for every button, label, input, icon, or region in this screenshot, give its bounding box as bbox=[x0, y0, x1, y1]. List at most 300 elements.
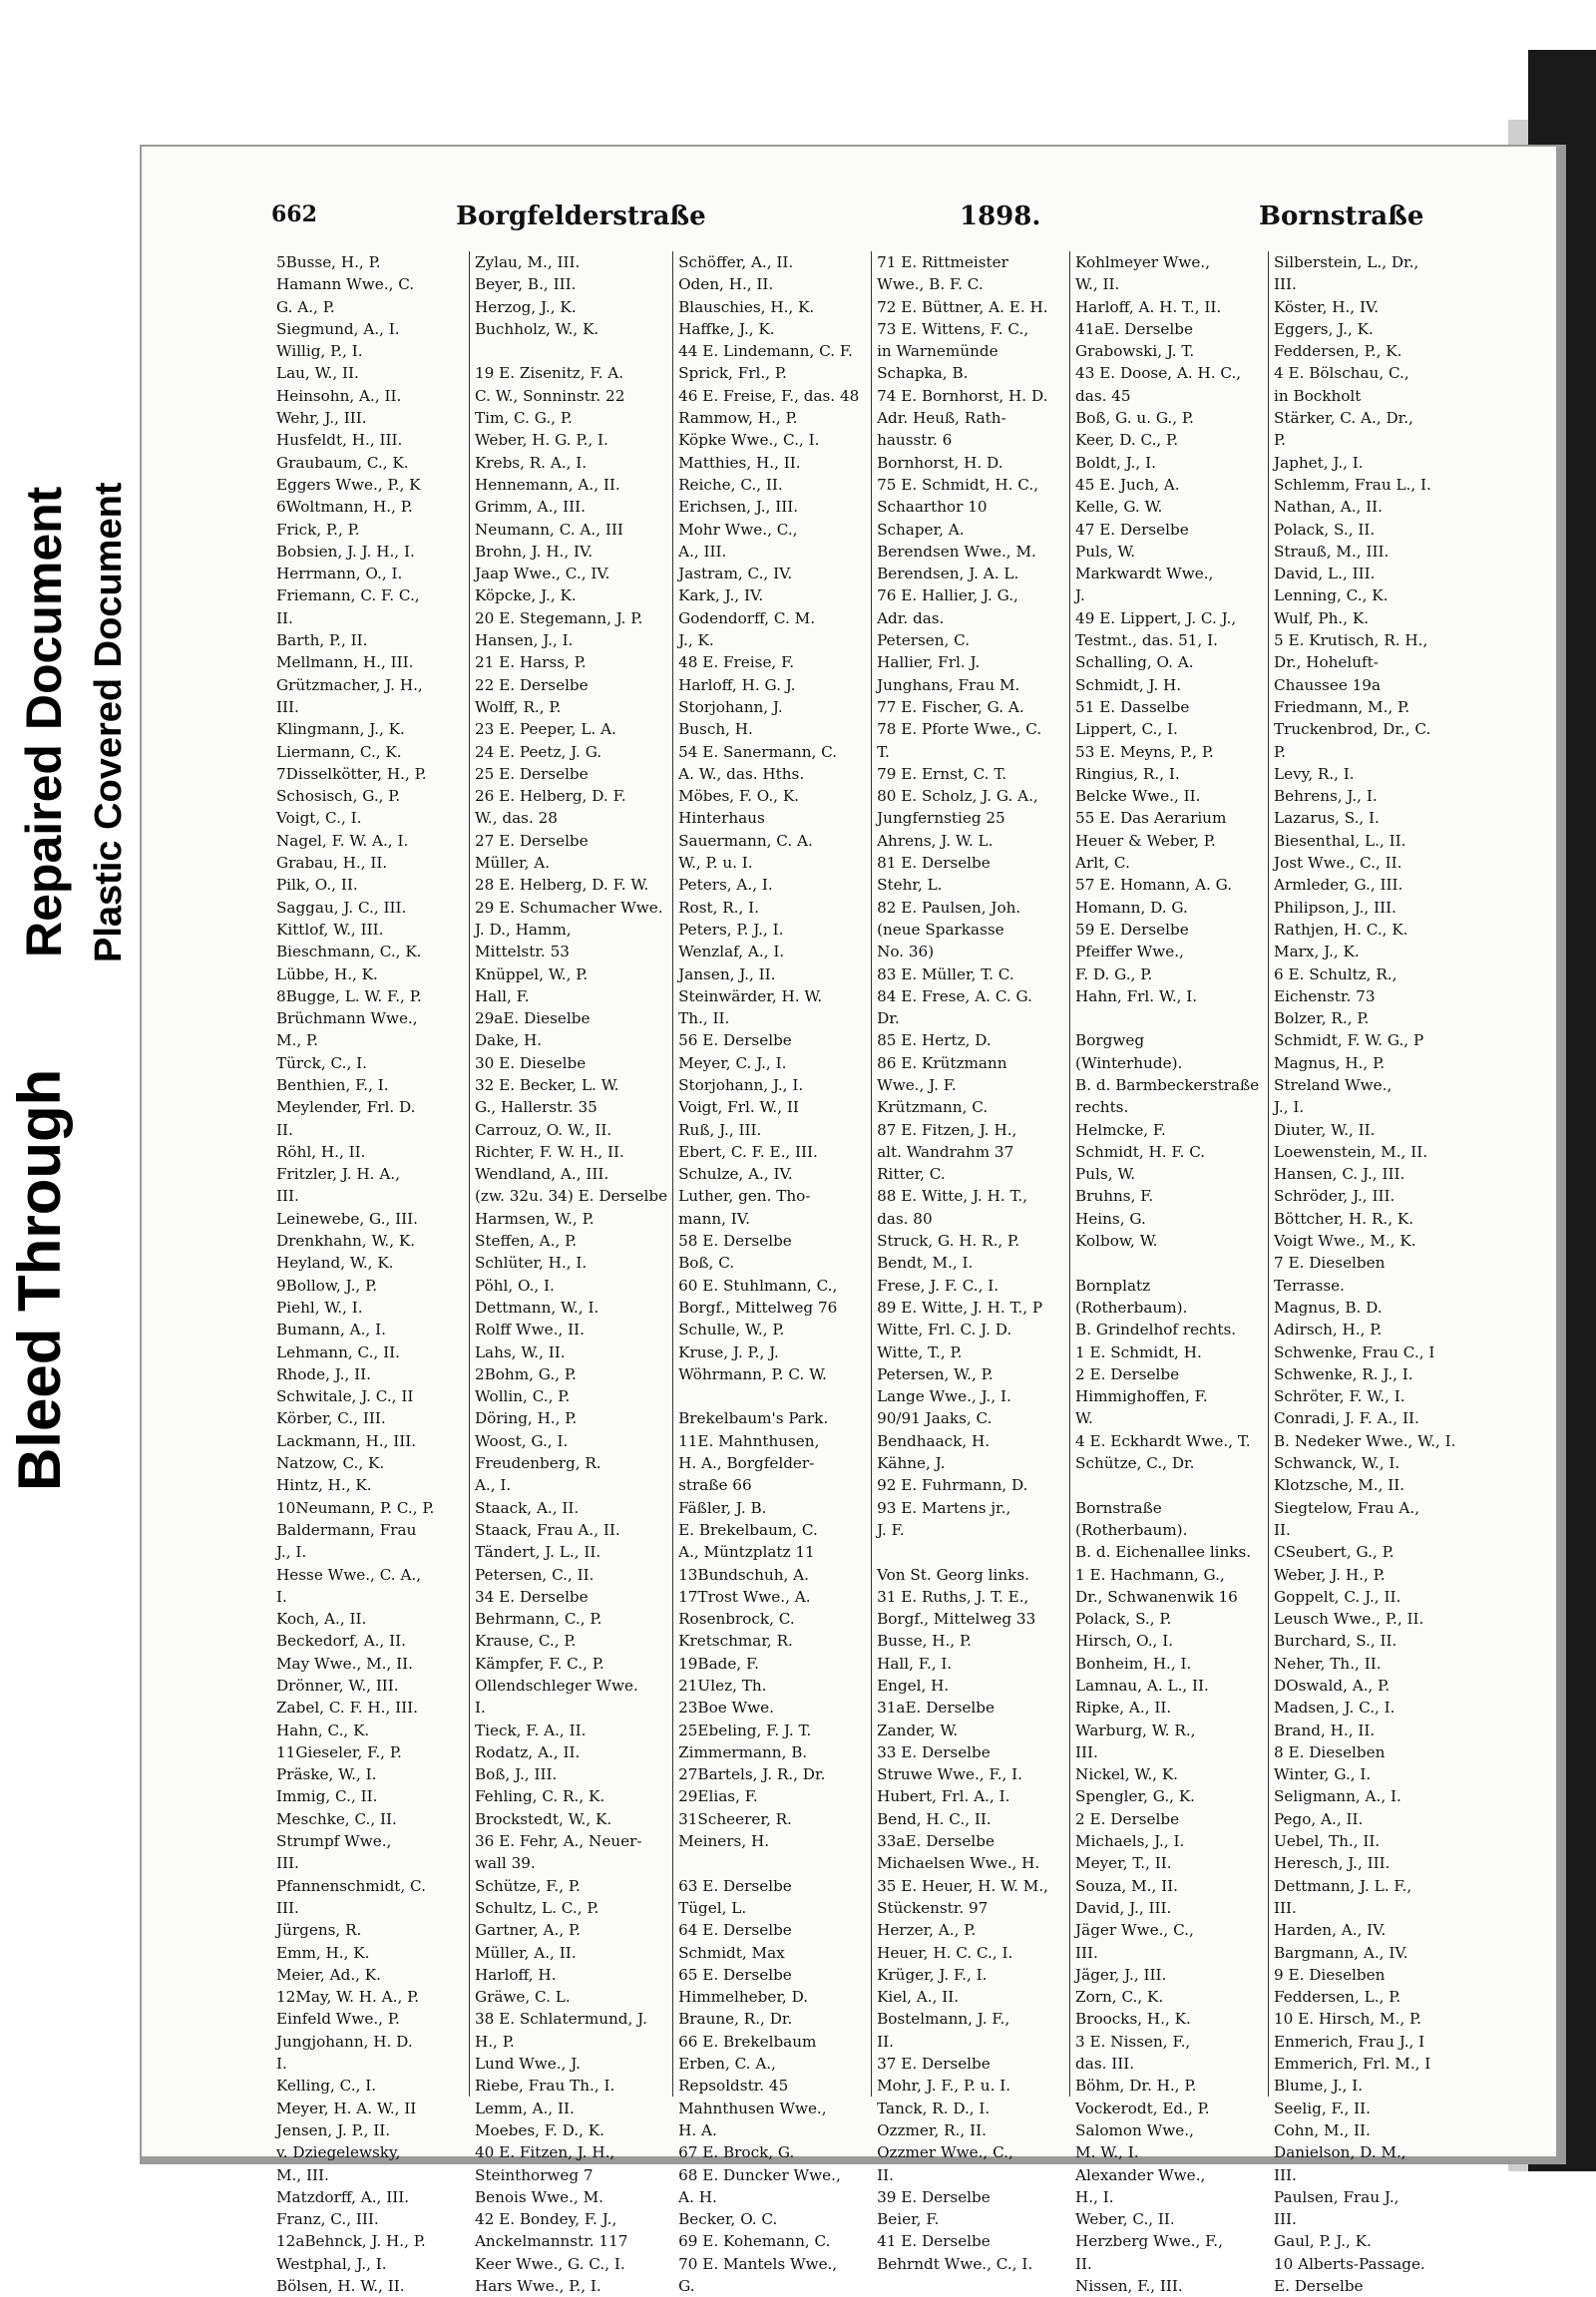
directory-entry: Feddersen, L., P. bbox=[1274, 1988, 1401, 2007]
directory-entry: Fehling, C. R., K. bbox=[474, 1787, 605, 1806]
directory-entry: Schalling, O. A. bbox=[1075, 653, 1194, 672]
directory-entry: 5 E. Krutisch, R. H., bbox=[1274, 631, 1428, 650]
directory-entry: Köpcke, J., K. bbox=[474, 586, 577, 605]
directory-entry: Bolzer, R., P. bbox=[1274, 1009, 1370, 1028]
directory-entry: Köpke Wwe., C., I. bbox=[678, 431, 820, 450]
directory-entry: Jaap Wwe., C., IV. bbox=[474, 565, 610, 583]
directory-entry: III. bbox=[1274, 1898, 1297, 1917]
directory-entry: 71 E. Rittmeister bbox=[877, 253, 1008, 271]
directory-entry: Rhode, J., II. bbox=[276, 1364, 371, 1383]
directory-entry: Engel, H. bbox=[877, 1677, 950, 1695]
directory-entry: 2 E. Derselbe bbox=[1075, 1364, 1180, 1383]
directory-entry: 9Bollow, J., P. bbox=[276, 1276, 378, 1295]
directory-entry: 65 E. Derselbe bbox=[678, 1965, 792, 1984]
year-title: 1898. bbox=[960, 201, 1041, 231]
directory-entry: Schütze, C., Dr. bbox=[1075, 1454, 1195, 1473]
directory-entry: Petersen, W., P. bbox=[877, 1364, 994, 1383]
directory-entry: Emmerich, Frl. M., I bbox=[1274, 2055, 1431, 2074]
directory-entry: G. bbox=[678, 2277, 695, 2296]
directory-entry: 13Bundschuh, A. bbox=[678, 1565, 809, 1584]
directory-entry: 28 E. Helberg, D. F. W. bbox=[474, 876, 649, 895]
directory-entry: Ebert, C. F. E., III. bbox=[678, 1142, 818, 1161]
directory-entry: Testmt., das. 51, I. bbox=[1075, 631, 1218, 650]
directory-entry: Frick, P., P. bbox=[276, 520, 360, 539]
directory-entry: 17Trost Wwe., A. bbox=[678, 1587, 811, 1606]
directory-entry: Heins, G. bbox=[1075, 1209, 1146, 1228]
directory-entry: I. bbox=[276, 1587, 287, 1606]
directory-entry: Böttcher, H. R., K. bbox=[1274, 1209, 1414, 1228]
directory-entry: Ahrens, J. W. L. bbox=[877, 831, 994, 850]
directory-entry: Herrmann, O., I. bbox=[276, 565, 403, 583]
directory-entry: Berendsen, J. A. L. bbox=[877, 565, 1019, 583]
directory-entry: Grabowski, J. T. bbox=[1075, 342, 1195, 361]
directory-entry: Paulsen, Frau J., bbox=[1274, 2187, 1399, 2206]
directory-entry: Schlemm, Frau L., I. bbox=[1274, 475, 1431, 494]
directory-entry: Himmighoffen, F. bbox=[1075, 1387, 1208, 1406]
directory-entry: Meyer, T., II. bbox=[1075, 1854, 1172, 1873]
directory-entry: Luther, gen. Tho- bbox=[678, 1187, 811, 1206]
directory-entry: A. W., das. Hths. bbox=[678, 764, 805, 783]
directory-entry: 93 E. Martens jr., bbox=[877, 1498, 1011, 1517]
directory-entry: 68 E. Duncker Wwe., bbox=[678, 2165, 841, 2184]
directory-entry: Stehr, L. bbox=[877, 876, 943, 895]
directory-entry: Wollin, C., P. bbox=[474, 1387, 571, 1406]
directory-entry: W., P. u. I. bbox=[678, 854, 753, 873]
directory-entry: 53 E. Meyns, P., P. bbox=[1075, 742, 1214, 761]
directory-entry: Schaper, A. bbox=[877, 520, 965, 539]
directory-entry: May Wwe., M., II. bbox=[276, 1654, 413, 1673]
right-street-title: Bornstraße bbox=[1259, 201, 1424, 231]
directory-entry: Heyland, W., K. bbox=[276, 1254, 394, 1273]
directory-entry: Mittelstr. 53 bbox=[474, 943, 570, 961]
directory-entry: III. bbox=[1274, 2165, 1297, 2184]
directory-entry: Voigt, Frl. W., II bbox=[678, 1098, 799, 1117]
directory-entry: 90/91 Jaaks, C. bbox=[877, 1409, 993, 1428]
scan-annotations bbox=[0, 0, 160, 2171]
directory-entry: Bobsien, J. J. H., I. bbox=[276, 542, 415, 561]
directory-entry: 7Disselkötter, H., P. bbox=[276, 764, 427, 783]
directory-entry: Ringius, R., I. bbox=[1075, 764, 1180, 783]
directory-entry: 9 E. Dieselben bbox=[1274, 1965, 1386, 1984]
directory-entry: II. bbox=[276, 608, 293, 627]
directory-entry: Adr. das. bbox=[877, 608, 945, 627]
directory-entry: 30 E. Dieselbe bbox=[474, 1053, 587, 1072]
directory-entry: 35 E. Heuer, H. W. M., bbox=[877, 1876, 1048, 1895]
directory-entry: Harmsen, W., P. bbox=[474, 1209, 595, 1228]
directory-entry: 6 E. Schultz, R., bbox=[1274, 964, 1397, 983]
directory-entry: Pfeiffer Wwe., bbox=[1075, 943, 1184, 961]
directory-entry: Knüppel, W., P. bbox=[474, 964, 589, 983]
directory-entry: 37 E. Derselbe bbox=[877, 2055, 991, 2074]
directory-entry: (zw. 32u. 34) E. Derselbe bbox=[474, 1187, 668, 1206]
directory-entry: Pilk, O., II. bbox=[276, 876, 358, 895]
directory-entry: Heinsohn, A., II. bbox=[276, 386, 402, 405]
directory-entry: II. bbox=[877, 2165, 894, 2184]
directory-entry: Boß, C. bbox=[678, 1254, 735, 1273]
directory-entry: Hall, F., I. bbox=[877, 1654, 953, 1673]
directory-entry: A. H. bbox=[678, 2187, 717, 2206]
directory-entry: Levy, R., I. bbox=[1274, 764, 1355, 783]
directory-entry: 41aE. Derselbe bbox=[1075, 319, 1193, 338]
directory-entry: Grabau, H., II. bbox=[276, 854, 388, 873]
directory-entry: Lange Wwe., J., I. bbox=[877, 1387, 1011, 1406]
directory-entry: Präske, W., I. bbox=[276, 1765, 377, 1784]
directory-entry: 43 E. Doose, A. H. C., bbox=[1075, 364, 1242, 383]
directory-entry: 44 E. Lindemann, C. F. bbox=[678, 342, 853, 361]
directory-entry: Wehr, J., III. bbox=[276, 409, 367, 428]
directory-entry: Klotzsche, M., II. bbox=[1274, 1476, 1405, 1495]
directory-entry: Cohn, M., II. bbox=[1274, 2120, 1371, 2139]
directory-entry: Barth, P., II. bbox=[276, 631, 368, 650]
directory-entry: III. bbox=[276, 1898, 299, 1917]
directory-entry: Hintz, H., K. bbox=[276, 1476, 372, 1495]
directory-entry: Baldermann, Frau bbox=[276, 1520, 417, 1539]
directory-entry: Wulf, Ph., K. bbox=[1274, 608, 1370, 627]
directory-entry: 11Gieseler, F., P. bbox=[276, 1742, 402, 1761]
directory-entry: Danielson, D. M., bbox=[1274, 2143, 1406, 2162]
directory-entry: 10Neumann, P. C., P. bbox=[276, 1498, 435, 1517]
directory-entry: Braune, R., Dr. bbox=[678, 2010, 793, 2029]
directory-entry: Harden, A., IV. bbox=[1274, 1921, 1387, 1940]
directory-entry: Kruse, J. P., J. bbox=[678, 1342, 779, 1361]
directory-entry: 46 E. Freise, F., das. 48 bbox=[678, 386, 860, 405]
directory-entry: Biesenthal, L., II. bbox=[1274, 831, 1406, 850]
directory-entry: J., I. bbox=[1274, 1098, 1305, 1117]
directory-entry: Leinewebe, G., III. bbox=[276, 1209, 418, 1228]
directory-entry: Tanck, R. D., I. bbox=[877, 2099, 991, 2117]
directory-entry: 78 E. Pforte Wwe., C. bbox=[877, 720, 1042, 739]
directory-entry: I. bbox=[276, 2055, 287, 2074]
directory-entry: rechts. bbox=[1075, 1098, 1129, 1117]
directory-entry: Rathjen, H. C., K. bbox=[1274, 920, 1408, 939]
directory-entry: Franz, C., III. bbox=[276, 2210, 379, 2229]
directory-entry: 81 E. Derselbe bbox=[877, 854, 991, 873]
directory-entry: Jungjohann, H. D. bbox=[276, 2032, 413, 2051]
directory-entry: Buchholz, W., K. bbox=[474, 319, 599, 338]
directory-entry: Hahn, C., K. bbox=[276, 1721, 370, 1739]
directory-entry: Döring, H., P. bbox=[474, 1409, 578, 1428]
directory-entry: Ripke, A., II. bbox=[1075, 1699, 1172, 1718]
directory-entry: Pöhl, O., I. bbox=[474, 1276, 555, 1295]
directory-entry: Feddersen, P., K. bbox=[1274, 342, 1402, 361]
directory-entry: Wöhrmann, P. C. W. bbox=[678, 1364, 827, 1383]
directory-entry: 22 E. Derselbe bbox=[474, 675, 589, 694]
directory-entry: Strumpf Wwe., bbox=[276, 1832, 392, 1851]
directory-entry: 8 E. Dieselben bbox=[1274, 1742, 1386, 1761]
directory-entry: 51 E. Dasselbe bbox=[1075, 697, 1190, 716]
directory-entry: Köster, H., IV. bbox=[1274, 297, 1380, 316]
directory-entry: J., I. bbox=[276, 1543, 307, 1562]
directory-entry: Ruß, J., III. bbox=[678, 1120, 762, 1139]
directory-entry: 56 E. Derselbe bbox=[678, 1031, 792, 1050]
directory-entry: Husfeldt, H., III. bbox=[276, 431, 403, 450]
directory-entry: (Rotherbaum). bbox=[1075, 1298, 1188, 1317]
directory-column-5 bbox=[1070, 251, 1269, 2296]
directory-entry: Bargmann, A., IV. bbox=[1274, 1943, 1408, 1962]
directory-entry: Schultz, L. C., P. bbox=[474, 1898, 599, 1917]
directory-entry bbox=[678, 1385, 866, 1407]
directory-entry: Krüger, J. F., I. bbox=[877, 1965, 988, 1984]
directory-entry: Bumann, A., I. bbox=[276, 1321, 386, 1340]
directory-entry: Dettmann, W., I. bbox=[474, 1298, 599, 1317]
directory-entry: G. A., P. bbox=[276, 297, 335, 316]
directory-entry: Einfeld Wwe., P. bbox=[276, 2010, 400, 2029]
directory-entry: Ozzmer Wwe., C., bbox=[877, 2143, 1013, 2162]
directory-entry: Schmidt, Max bbox=[678, 1943, 785, 1962]
directory-entry: 69 E. Kohemann, C. bbox=[678, 2232, 831, 2251]
directory-entry: 57 E. Homann, A. G. bbox=[1075, 876, 1233, 895]
directory-entry: Fäßler, J. B. bbox=[678, 1498, 767, 1517]
page-number: 662 bbox=[271, 201, 317, 227]
directory-entry: 21Ulez, Th. bbox=[678, 1677, 767, 1695]
directory-entry: C. W., Sonninstr. 22 bbox=[474, 386, 625, 405]
directory-entry: 88 E. Witte, J. H. T., bbox=[877, 1187, 1028, 1206]
directory-entry: Rolff Wwe., II. bbox=[474, 1321, 585, 1340]
directory-entry: Körber, C., III. bbox=[276, 1409, 386, 1428]
directory-entry: Lamnau, A. L., II. bbox=[1075, 1677, 1209, 1695]
directory-entry: Grimm, A., III. bbox=[474, 498, 586, 517]
directory-entry: Moebes, F. D., K. bbox=[474, 2120, 604, 2139]
directory-entry: Bornstraße bbox=[1075, 1498, 1162, 1517]
directory-entry: das. 80 bbox=[877, 1209, 933, 1228]
directory-entry: J. bbox=[1075, 586, 1085, 605]
directory-entry: Adirsch, H., P. bbox=[1274, 1321, 1383, 1340]
directory-entry: Schmidt, H. F. C. bbox=[1075, 1142, 1206, 1161]
directory-entry: 77 E. Fischer, G. A. bbox=[877, 697, 1024, 716]
directory-column-4 bbox=[872, 251, 1070, 2273]
directory-entry: Tieck, F. A., II. bbox=[474, 1721, 587, 1739]
directory-entry: I. bbox=[474, 1699, 486, 1718]
directory-entry: Souza, M., II. bbox=[1075, 1876, 1178, 1895]
directory-entry: Möbes, F. O., K. bbox=[678, 787, 800, 806]
directory-entry: (Rotherbaum). bbox=[1075, 1520, 1188, 1539]
directory-entry: Keer Wwe., G. C., I. bbox=[474, 2254, 625, 2273]
directory-entry: Wenzlaf, A., I. bbox=[678, 943, 785, 961]
directory-entry: Mohr, J. F., P. u. I. bbox=[877, 2077, 1011, 2096]
directory-entry: Hallier, Frl. J. bbox=[877, 653, 981, 672]
directory-entry: David, L., III. bbox=[1274, 565, 1376, 583]
directory-entry: Sprick, Frl., P. bbox=[678, 364, 787, 383]
directory-entry: 29 E. Schumacher Wwe. bbox=[474, 898, 663, 917]
directory-entry: Witte, Frl. C. J. D. bbox=[877, 1321, 1012, 1340]
directory-entry: 87 E. Fitzen, J. H., bbox=[877, 1120, 1017, 1139]
directory-entry: Goppelt, C. J., II. bbox=[1274, 1587, 1401, 1606]
directory-entry: Blauschies, H., K. bbox=[678, 297, 815, 316]
directory-entry: Emm, H., K. bbox=[276, 1943, 370, 1962]
directory-entry: 20 E. Stegemann, J. P. bbox=[474, 608, 643, 627]
directory-entry: Uebel, Th., II. bbox=[1274, 1832, 1381, 1851]
directory-entry: Meschke, C., II. bbox=[276, 1809, 397, 1828]
directory-entry: Schwenke, Frau C., I bbox=[1274, 1342, 1435, 1361]
directory-entry: Benthien, F., I. bbox=[276, 1075, 389, 1094]
directory-entry: Peters, P. J., I. bbox=[678, 920, 784, 939]
directory-entry: Wendland, A., III. bbox=[474, 1165, 609, 1184]
directory-entry: P. bbox=[1274, 742, 1286, 761]
directory-entry: Kämpfer, F. C., P. bbox=[474, 1654, 604, 1673]
directory-entry: M., III. bbox=[276, 2165, 329, 2184]
directory-entry: Matthies, H., II. bbox=[678, 453, 801, 472]
directory-entry bbox=[1075, 1252, 1263, 1274]
directory-entry: Storjohann, J., I. bbox=[678, 1075, 804, 1094]
directory-entry: Erben, C. A., bbox=[678, 2055, 776, 2074]
directory-entry: 1 E. Hachmann, G., bbox=[1075, 1565, 1225, 1584]
directory-entry: Zander, W. bbox=[877, 1721, 959, 1739]
directory-entry: No. 36) bbox=[877, 943, 935, 961]
directory-entry: Borgf., Mittelweg 76 bbox=[678, 1298, 838, 1317]
directory-entry: Meyer, H. A. W., II bbox=[276, 2099, 417, 2117]
directory-entry: 58 E. Derselbe bbox=[678, 1232, 792, 1251]
directory-entry: Erichsen, J., III. bbox=[678, 498, 799, 517]
directory-entry: mann, IV. bbox=[678, 1209, 750, 1228]
directory-entry: Röhl, H., II. bbox=[276, 1142, 366, 1161]
directory-entry: 2Bohm, G., P. bbox=[474, 1364, 577, 1383]
directory-entry: 19 E. Zisenitz, F. A. bbox=[474, 364, 624, 383]
directory-entry: Gräwe, C. L. bbox=[474, 1988, 571, 2007]
directory-entry: 73 E. Wittens, F. C., bbox=[877, 319, 1029, 338]
directory-entry: Steinthorweg 7 bbox=[474, 2165, 594, 2184]
directory-entry: Jungfernstieg 25 bbox=[877, 809, 1005, 828]
directory-columns bbox=[271, 251, 1466, 2296]
directory-column-6 bbox=[1269, 251, 1466, 2296]
directory-entry: 29aE. Dieselbe bbox=[474, 1009, 591, 1028]
directory-entry: 27Bartels, J. R., Dr. bbox=[678, 1765, 826, 1784]
directory-entry: Bonheim, H., I. bbox=[1075, 1654, 1192, 1673]
directory-entry: Schwenke, R. J., I. bbox=[1274, 1364, 1413, 1383]
directory-entry: 12aBehnck, J. H., P. bbox=[276, 2232, 426, 2251]
directory-entry: Friemann, C. F. C., bbox=[276, 586, 420, 605]
directory-entry: Meiners, H. bbox=[678, 1832, 770, 1851]
directory-entry: 89 E. Witte, J. H. T., P bbox=[877, 1298, 1043, 1317]
directory-entry: Hamann Wwe., C. bbox=[276, 275, 415, 294]
directory-entry: Schütze, F., P. bbox=[474, 1876, 581, 1895]
directory-entry: Strauß, M., III. bbox=[1274, 542, 1390, 561]
directory-entry: Leusch Wwe., P., II. bbox=[1274, 1610, 1424, 1629]
directory-entry: 4 E. Eckhardt Wwe., T. bbox=[1075, 1431, 1251, 1450]
directory-entry: Hesse Wwe., C. A., bbox=[276, 1565, 422, 1584]
directory-entry: P. bbox=[1274, 431, 1286, 450]
directory-entry: Puls, W. bbox=[1075, 542, 1136, 561]
directory-entry: Boldt, J., I. bbox=[1075, 453, 1156, 472]
directory-entry: 40 E. Fitzen, J. H., bbox=[474, 2143, 615, 2162]
directory-entry: Heuer & Weber, P. bbox=[1075, 831, 1216, 850]
directory-entry: 8Bugge, L. W. F., P. bbox=[276, 986, 422, 1005]
directory-entry: 41 E. Derselbe bbox=[877, 2232, 991, 2251]
directory-entry: Warburg, W. R., bbox=[1075, 1721, 1196, 1739]
directory-entry: 24 E. Peetz, J. G. bbox=[474, 742, 602, 761]
directory-entry: Jensen, J. P., II. bbox=[276, 2120, 391, 2139]
directory-entry: Borgf., Mittelweg 33 bbox=[877, 1610, 1036, 1629]
directory-entry: Rosenbrock, C. bbox=[678, 1610, 795, 1629]
directory-entry: 27 E. Derselbe bbox=[474, 831, 589, 850]
directory-entry: das. III. bbox=[1075, 2055, 1135, 2074]
directory-entry: 84 E. Frese, A. C. G. bbox=[877, 986, 1032, 1005]
directory-entry: Immig, C., II. bbox=[276, 1787, 378, 1806]
directory-entry: Helmcke, F. bbox=[1075, 1120, 1166, 1139]
directory-entry: Brekelbaum's Park. bbox=[678, 1409, 829, 1428]
directory-entry: Pego, A., II. bbox=[1274, 1809, 1364, 1828]
directory-entry: Zylau, M., III. bbox=[474, 253, 581, 271]
directory-entry: Tim, C. G., P. bbox=[474, 409, 573, 428]
directory-entry: 12May, W. H. A., P. bbox=[276, 1988, 420, 2007]
directory-entry: 66 E. Brekelbaum bbox=[678, 2032, 817, 2051]
directory-entry: M., P. bbox=[276, 1031, 319, 1050]
directory-entry: 33 E. Derselbe bbox=[877, 1742, 991, 1761]
directory-entry: E. Derselbe bbox=[1274, 2277, 1364, 2296]
directory-entry: Bostelmann, J. F., bbox=[877, 2010, 1010, 2029]
directory-entry: Behrmann, C., P. bbox=[474, 1610, 602, 1629]
directory-entry: II. bbox=[276, 1120, 293, 1139]
directory-entry: Herzog, J., K. bbox=[474, 297, 577, 316]
directory-entry: Boß, J., III. bbox=[474, 1765, 558, 1784]
directory-entry: in Bockholt bbox=[1274, 386, 1362, 405]
directory-entry: Belcke Wwe., II. bbox=[1075, 787, 1201, 806]
directory-entry: Lübbe, H., K. bbox=[276, 964, 378, 983]
directory-entry: Frese, J. F. C., I. bbox=[877, 1276, 999, 1295]
directory-entry: Stärker, C. A., Dr., bbox=[1274, 409, 1413, 428]
directory-entry: Böhm, Dr. H., P. bbox=[1075, 2077, 1197, 2096]
directory-entry: J. F. bbox=[877, 1520, 905, 1539]
directory-entry: Beier, F. bbox=[877, 2210, 940, 2229]
directory-entry: Benois Wwe., M. bbox=[474, 2187, 603, 2206]
directory-entry: Harloff, H. G. J. bbox=[678, 675, 796, 694]
directory-entry: Polack, S., P. bbox=[1075, 1610, 1172, 1629]
directory-entry: Becker, O. C. bbox=[678, 2210, 778, 2229]
directory-entry: Koch, A., II. bbox=[276, 1610, 367, 1629]
directory-entry: Schlüter, H., I. bbox=[474, 1254, 588, 1273]
directory-entry: Nissen, F., III. bbox=[1075, 2277, 1183, 2296]
directory-entry: Struwe Wwe., F., I. bbox=[877, 1765, 1023, 1784]
directory-entry: T. bbox=[877, 742, 890, 761]
directory-entry: Graubaum, C., K. bbox=[276, 453, 409, 472]
directory-entry: Nickel, W., K. bbox=[1075, 1765, 1179, 1784]
directory-entry: Lemm, A., II. bbox=[474, 2099, 575, 2117]
directory-entry: Reiche, C., II. bbox=[678, 475, 783, 494]
directory-entry: G., Hallerstr. 35 bbox=[474, 1098, 598, 1117]
directory-entry: hausstr. 6 bbox=[877, 431, 953, 450]
directory-entry: Himmelheber, D. bbox=[678, 1988, 809, 2007]
directory-entry: 29Elias, F. bbox=[678, 1787, 758, 1806]
directory-entry: W., das. 28 bbox=[474, 809, 558, 828]
directory-entry: B. d. Barmbeckerstraße bbox=[1075, 1075, 1260, 1094]
directory-entry: Bruhns, F. bbox=[1075, 1187, 1154, 1206]
directory-entry: Ollendschleger Wwe. bbox=[474, 1677, 638, 1695]
directory-entry: Storjohann, J. bbox=[678, 697, 783, 716]
directory-entry: Nathan, A., II. bbox=[1274, 498, 1384, 517]
directory-entry: Staack, A., II. bbox=[474, 1498, 580, 1517]
directory-entry: Lahs, W., II. bbox=[474, 1342, 566, 1361]
directory-entry: Bieschmann, C., K. bbox=[276, 943, 422, 961]
directory-entry: v. Dziegelewsky, bbox=[276, 2143, 401, 2162]
directory-entry: Busch, H. bbox=[678, 720, 753, 739]
directory-entry: Gaul, P. J., K. bbox=[1274, 2232, 1372, 2251]
directory-entry: 80 E. Scholz, J. G. A., bbox=[877, 787, 1038, 806]
directory-entry: David, J., III. bbox=[1075, 1898, 1172, 1917]
directory-entry: Von St. Georg links. bbox=[877, 1565, 1029, 1584]
directory-entry: Tändert, J. L., II. bbox=[474, 1543, 601, 1562]
directory-entry: Schulze, A., IV. bbox=[678, 1165, 793, 1184]
directory-entry: Schmidt, J. H. bbox=[1075, 675, 1182, 694]
directory-entry: 31 E. Ruths, J. T. E., bbox=[877, 1587, 1029, 1606]
directory-entry: Wwe., B. F. C. bbox=[877, 275, 984, 294]
directory-entry: Boß, G. u. G., P. bbox=[1075, 409, 1194, 428]
directory-entry: 33aE. Derselbe bbox=[877, 1832, 995, 1851]
directory-entry: Meyer, C. J., I. bbox=[678, 1053, 787, 1072]
directory-entry: straße 66 bbox=[678, 1476, 752, 1495]
directory-entry: Hirsch, O., I. bbox=[1075, 1632, 1174, 1651]
directory-entry: Petersen, C., II. bbox=[474, 1565, 595, 1584]
directory-entry: Heresch, J., III. bbox=[1274, 1854, 1391, 1873]
directory-entry: Wolff, R., P. bbox=[474, 697, 562, 716]
